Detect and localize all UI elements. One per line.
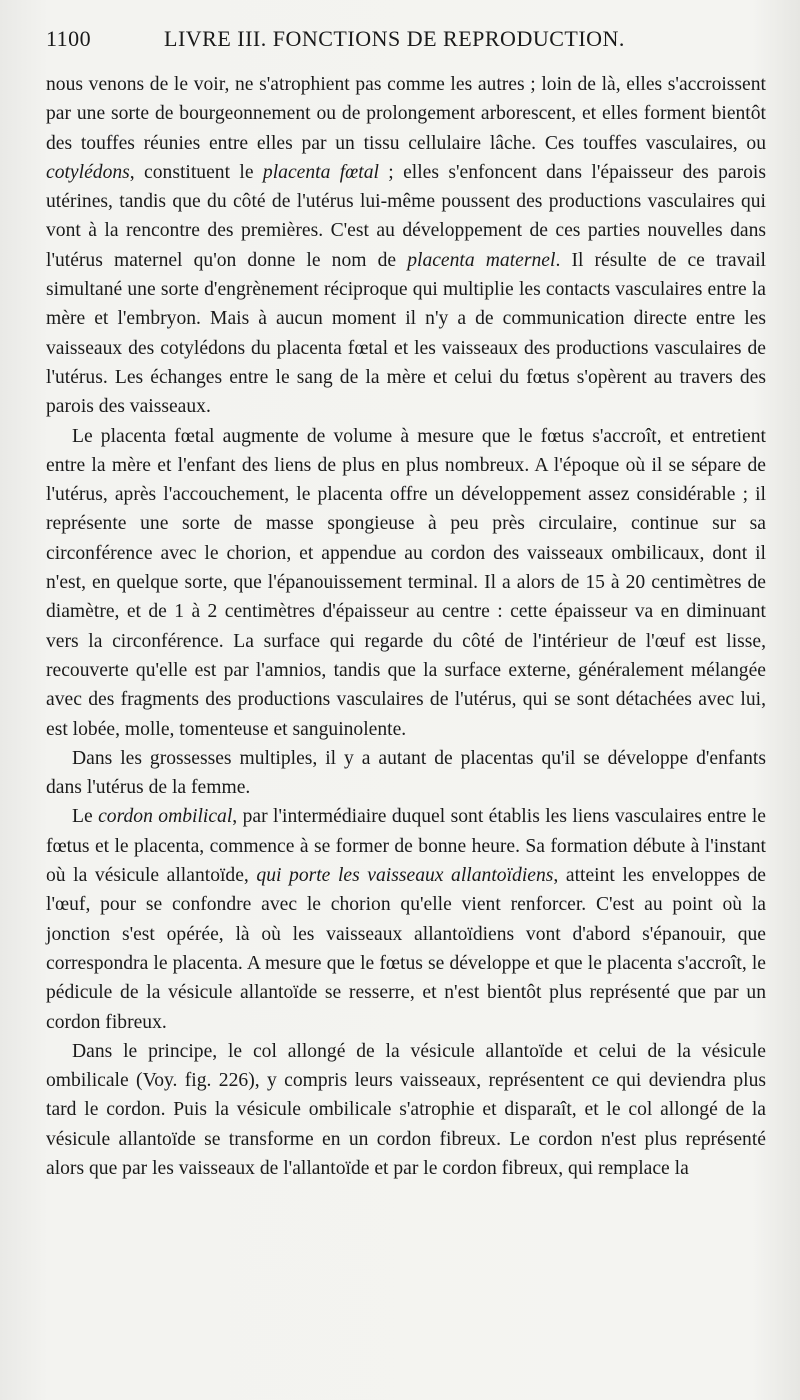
paragraph	[46, 422, 766, 744]
text-run: ; elles s'enfoncent dans l'épaisseur des parois utérines, tandis que du côté de l'utérus lui-même poussent des productions vasculaires qui vont à la rencontre des premières. C'est au développement de ces parties nouvelles dans l'utérus maternel qu'on donne le nom de	[46, 161, 766, 271]
italic-text: cotylédons	[46, 161, 130, 183]
text-run: , constituent le	[129, 161, 263, 183]
body-text	[46, 70, 766, 1183]
paragraph	[46, 744, 766, 803]
text-run: , par l'intermédiaire duquel sont établis les liens vasculaires entre le fœtus et le placenta, commence à se former de bonne heure. Sa formation débute à l'instant où la vésicule allantoïde,	[46, 806, 766, 887]
text-run: . Il résulte de ce travail simultané une sorte d'engrènement réciproque qui multiplie les contacts vasculaires entre la mère et l'embryon. Mais à aucun moment il n'y a de communication directe entre les vaisseaux des cotylédons du placenta fœtal et les vaisseaux des productions vasculaires de l'utérus. Les échanges entre le sang de la mère et celui du fœtus s'opèrent au travers des parois des vaisseaux.	[46, 249, 766, 418]
italic-text: placenta fœtal	[262, 161, 379, 183]
paragraph	[46, 1037, 766, 1183]
text-run: Dans les grossesses multiples, il y a autant de placentas qu'il se développe d'enfants dans l'utérus de la femme.	[46, 747, 766, 799]
text-run: Le placenta fœtal augmente de volume à mesure que le fœtus s'accroît, et entretient entre la mère et l'enfant des liens de plus en plus nombreux. A l'époque où il se sépare de l'utérus, après l'accouchement, le placenta offre un développement assez considérable ; il représente une sorte de masse spongieuse à peu près circulaire, continue sur sa circonférence avec le chorion, et appendue au cordon des vaisseaux ombilicaux, dont il n'est, en quelque sorte, que l'épanouissement terminal. Il a alors de 15 à 20 centimètres de diamètre, et de 1 à 2 centimètres d'épaisseur au centre : cette épaisseur va en diminuant vers la circonférence. La surface qui regarde du côté de l'intérieur de l'œuf est lisse, recouverte qu'elle est par l'amnios, tandis que la surface externe, généralement mélangée avec des fragments des productions vasculaires de l'utérus, qui se sont détachées avec lui, est lobée, molle, tomenteuse et sanguinolente.	[46, 425, 766, 740]
text-run: nous venons de le voir, ne s'atrophient pas comme les autres ; loin de là, elles s'accroissent par une sorte de bourgeonnement ou de prolongement arborescent, et elles forment bientôt des touffes réunies entre elles par un tissu cellulaire lâche. Ces touffes vasculaires, ou	[46, 74, 766, 154]
italic-text: cordon ombilical	[98, 806, 233, 828]
text-run: Dans le principe, le col allongé de la vésicule allantoïde et celui de la vésicule ombilicale (Voy. fig. 226), y compris leurs vaisseaux, représentent ce qui deviendra plus tard le cordon. Puis la vésicule ombilicale s'atrophie et disparaît, et le col allongé de la vésicule allantoïde se transforme en un cordon fibreux. Le cordon n'est plus représenté alors que par les vaisseaux de l'allantoïde et par le cordon fibreux, qui remplace la	[46, 1040, 766, 1179]
page-header	[46, 26, 766, 70]
page-number: 1100	[46, 26, 92, 51]
paragraph	[46, 70, 766, 422]
paragraph	[46, 802, 766, 1036]
italic-text: placenta maternel	[407, 249, 556, 271]
text-run: , atteint les enveloppes de l'œuf, pour se confondre avec le chorion qu'elle vient renforcer. C'est au point où la jonction s'est opérée, là où les vaisseaux allantoïdiens vont d'abord s'épanouir, que correspondra le placenta. A mesure que le fœtus se développe et que le placenta s'accroît, le pédicule de la vésicule allantoïde se resserre, et n'est bientôt plus représenté que par un cordon fibreux.	[46, 865, 766, 1033]
text-run: Le	[72, 806, 99, 828]
running-title: LIVRE III. FONCTIONS DE REPRODUCTION.	[164, 26, 625, 51]
italic-text: qui porte les vaisseaux allantoïdiens	[256, 865, 554, 887]
